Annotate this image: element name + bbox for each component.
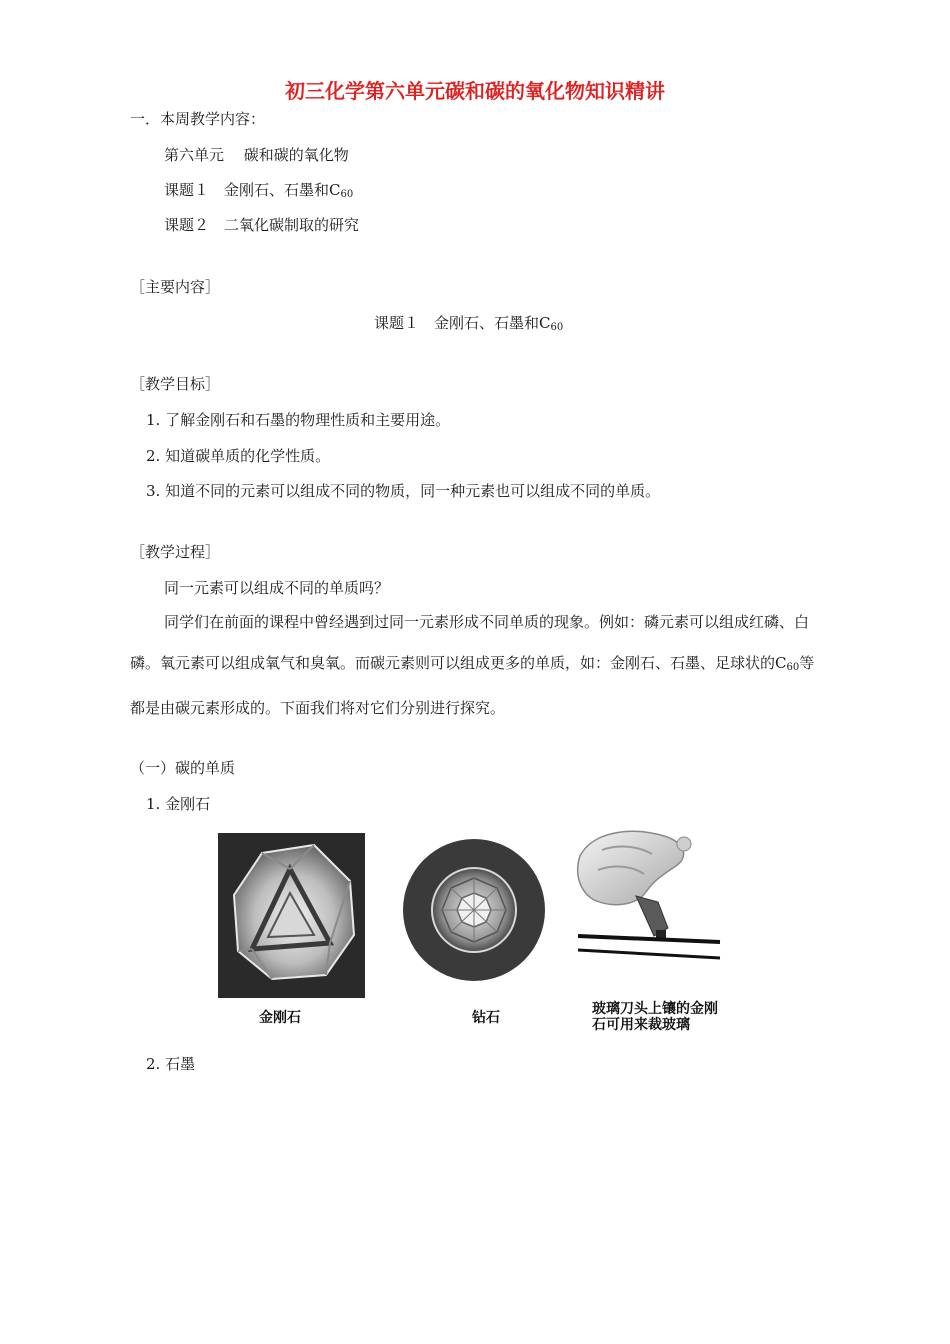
raw-diamond-image — [218, 833, 365, 998]
glass-cutter-image — [572, 826, 722, 966]
process-paragraph: 同学们在前面的课程中曾经遇到过同一元素形成不同单质的现象。例如：磷元素可以组成红磷、白磷。氧元素可以组成氧气和臭氧。而碳元素则可以组成更多的单质，如：金刚石、石墨、足球状的$C_{60}$等都是由碳元素形成的。下面我们将对它们分别进行探究。 — [130, 613, 815, 717]
topic-1: 课题１ 金刚石、石墨和$C_{60}$ — [164, 181, 354, 200]
main-content-topic: 课题１ 金刚石、石墨和$C_{60}$ — [374, 314, 564, 333]
process-heading: ［教学过程］ — [130, 543, 221, 561]
process-question: 同一元素可以组成不同的单质吗？ — [164, 579, 390, 597]
page-title: 初三化学第六单元碳和碳的氧化物知识精讲 — [285, 79, 665, 103]
goal-item-3: 3. 知道不同的元素可以组成不同的物质，同一种元素也可以组成不同的单质。 — [146, 482, 661, 500]
caption-raw-diamond: 金刚石 — [259, 1010, 301, 1026]
carbon-element-heading: （一）碳的单质 — [130, 759, 236, 777]
main-content-heading: ［主要内容］ — [130, 278, 221, 296]
cut-diamond-image — [402, 838, 546, 982]
goal-item-1: 1. 了解金刚石和石墨的物理性质和主要用途。 — [146, 411, 451, 429]
diamond-item: 1. 金刚石 — [146, 795, 211, 813]
topic-2: 课题２ 二氧化碳制取的研究 — [164, 216, 360, 234]
graphite-item: 2. 石墨 — [146, 1055, 196, 1073]
goal-item-2: 2. 知道碳单质的化学性质。 — [146, 447, 331, 465]
caption-cut-diamond: 钻石 — [472, 1010, 500, 1026]
caption-glass-cutter: 玻璃刀头上镶的金刚 石可用来裁玻璃 — [592, 1001, 718, 1034]
goals-heading: ［教学目标］ — [130, 375, 221, 393]
section-heading-content: 一．本周教学内容： — [130, 110, 266, 128]
unit-title: 第六单元 碳和碳的氧化物 — [164, 146, 349, 164]
